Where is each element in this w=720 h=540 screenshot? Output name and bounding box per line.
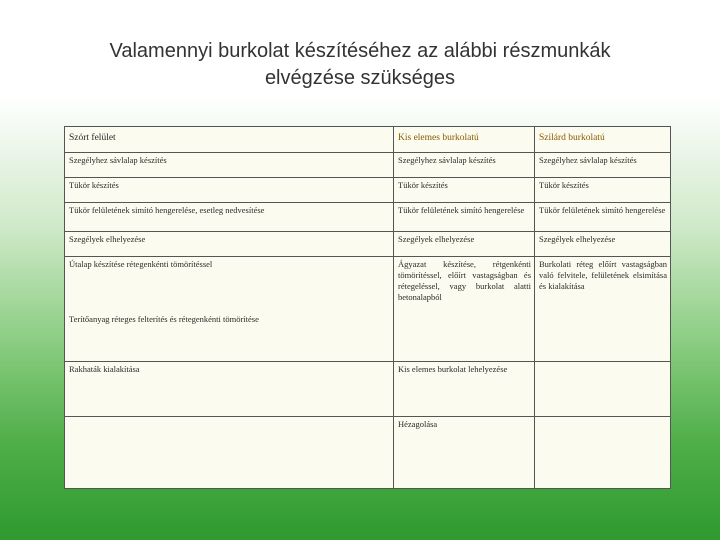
table-cell: Burkolati réteg előírt vastagságban való felvitele, felületének elsimítása és kialakítása [535, 257, 671, 362]
cell-text-teritoanyag: Terítőanyag réteges felterítés és rétegenkénti tömörítése [69, 314, 259, 324]
table-row [65, 362, 671, 417]
table-header-row [65, 127, 671, 153]
table-cell: Szegélyhez sávlalap készítés [394, 153, 535, 178]
table-cell: Ágyazat készítése, rétgenkénti tömörítéssel, előírt vastagságban és rétegeléssel, vagy burkolat alatti betonalapból [394, 257, 535, 362]
header-cell-szilard: Szilárd burkolatú [535, 127, 671, 153]
work-items-table [64, 126, 671, 489]
table-cell: Tükör felületének simító hengerelése, esetleg nedvesítése [65, 203, 394, 232]
table-cell: Tükör felületének simító hengerelése [535, 203, 671, 232]
table-row [65, 232, 671, 257]
header-cell-kis-elemes: Kis elemes burkolatú [394, 127, 535, 153]
table-row [65, 153, 671, 178]
table-cell: Tükör készítés [535, 178, 671, 203]
table-cell: Tükör felületének simító hengerelése [394, 203, 535, 232]
title-line-1: Valamennyi burkolat készítéséhez az alábbi részmunkák [109, 40, 611, 62]
table-cell: Szegélyek elhelyezése [535, 232, 671, 257]
table-cell: Szegélyhez sávlalap készítés [535, 153, 671, 178]
table-row [65, 257, 671, 362]
header-cell-szort: Szórt felület [65, 127, 394, 153]
table-cell: Tükör készítés [65, 178, 394, 203]
table-cell: Rakhaták kialakítása [65, 362, 394, 417]
table-cell: Hézagolása [394, 417, 535, 489]
table-cell: Szegélyek elhelyezése [394, 232, 535, 257]
title-line-2: elvégzése szükséges [264, 67, 456, 89]
table-cell [65, 257, 394, 362]
table-cell: Szegélyek elhelyezése [65, 232, 394, 257]
table-row [65, 178, 671, 203]
table-cell: Szegélyhez sávlalap készítés [65, 153, 394, 178]
table-cell [535, 362, 671, 417]
table-cell: Kis elemes burkolat lehelyezése [394, 362, 535, 417]
table-cell [535, 417, 671, 489]
table-row [65, 203, 671, 232]
page-title [40, 38, 680, 92]
table-cell [65, 417, 394, 489]
table-cell: Tükör készítés [394, 178, 535, 203]
cell-text-utalap: Útalap készítése rétegenkénti tömörítéssel [69, 259, 213, 269]
table-row [65, 417, 671, 489]
